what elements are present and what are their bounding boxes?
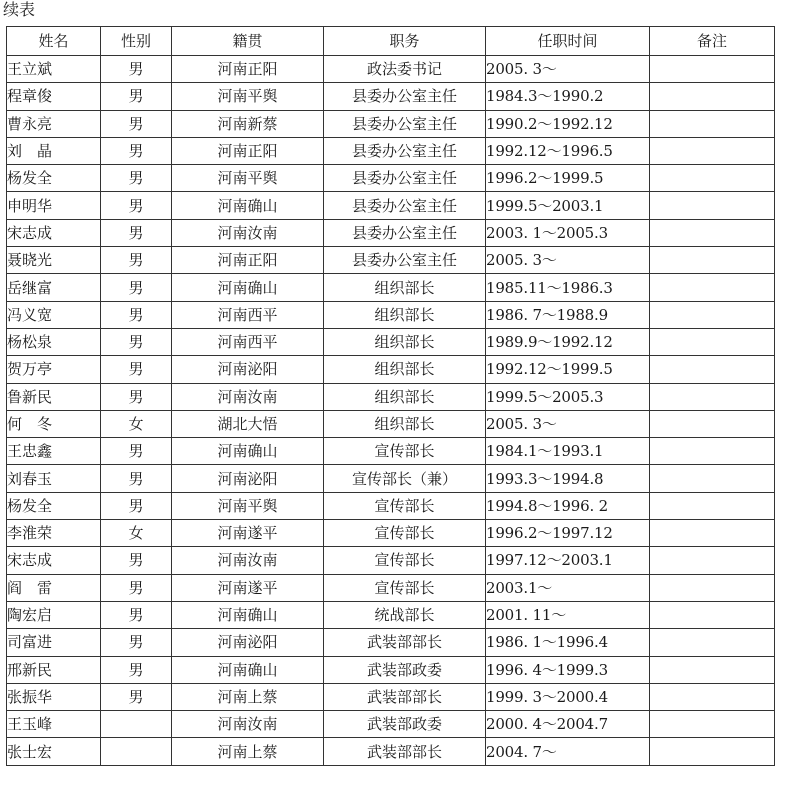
origin-cell: 河南上蔡 (172, 738, 324, 765)
sex-cell (101, 738, 172, 765)
table-row (7, 56, 775, 83)
origin-cell: 河南正阳 (172, 56, 324, 83)
table-row (7, 629, 775, 656)
note-cell (650, 137, 775, 164)
note-cell (650, 574, 775, 601)
term-cell: 2003.1～ (486, 574, 650, 601)
term-cell: 1996. 4～1999.3 (486, 656, 650, 683)
post-cell: 宣传部长 (324, 520, 486, 547)
name-cell: 鲁新民 (7, 383, 101, 410)
note-cell (650, 83, 775, 110)
term-cell: 1984.1～1993.1 (486, 438, 650, 465)
origin-cell: 湖北大悟 (172, 410, 324, 437)
note-cell (650, 656, 775, 683)
header-note: 备注 (650, 27, 775, 56)
post-cell: 县委办公室主任 (324, 137, 486, 164)
post-cell: 武装部部长 (324, 683, 486, 710)
origin-cell: 河南遂平 (172, 520, 324, 547)
origin-cell: 河南新蔡 (172, 110, 324, 137)
post-cell: 组织部长 (324, 410, 486, 437)
table-body (7, 56, 775, 766)
name-cell: 聂晓光 (7, 247, 101, 274)
table-row (7, 711, 775, 738)
note-cell (650, 274, 775, 301)
term-cell: 2005. 3～ (486, 247, 650, 274)
origin-cell: 河南遂平 (172, 574, 324, 601)
header-post: 职务 (324, 27, 486, 56)
post-cell: 武装部部长 (324, 629, 486, 656)
sex-cell: 男 (101, 247, 172, 274)
table-row (7, 301, 775, 328)
note-cell (650, 301, 775, 328)
post-cell: 县委办公室主任 (324, 192, 486, 219)
name-cell: 申明华 (7, 192, 101, 219)
origin-cell: 河南确山 (172, 192, 324, 219)
name-cell: 杨发全 (7, 165, 101, 192)
name-cell: 杨发全 (7, 492, 101, 519)
name-cell: 张士宏 (7, 738, 101, 765)
note-cell (650, 738, 775, 765)
post-cell: 县委办公室主任 (324, 219, 486, 246)
term-cell: 2000. 4～2004.7 (486, 711, 650, 738)
term-cell: 1992.12～1996.5 (486, 137, 650, 164)
post-cell: 武装部政委 (324, 656, 486, 683)
origin-cell: 河南西平 (172, 301, 324, 328)
name-cell: 李淮荣 (7, 520, 101, 547)
term-cell: 1985.11～1986.3 (486, 274, 650, 301)
note-cell (650, 192, 775, 219)
name-cell: 冯义宽 (7, 301, 101, 328)
post-cell: 组织部长 (324, 356, 486, 383)
table-row (7, 410, 775, 437)
note-cell (650, 492, 775, 519)
note-cell (650, 601, 775, 628)
table-row (7, 547, 775, 574)
post-cell: 组织部长 (324, 383, 486, 410)
table-row (7, 656, 775, 683)
sex-cell: 男 (101, 465, 172, 492)
sex-cell: 男 (101, 629, 172, 656)
table-row (7, 356, 775, 383)
sex-cell: 男 (101, 438, 172, 465)
sex-cell: 男 (101, 219, 172, 246)
name-cell: 王玉峰 (7, 711, 101, 738)
origin-cell: 河南汝南 (172, 219, 324, 246)
origin-cell: 河南平舆 (172, 492, 324, 519)
name-cell: 岳继富 (7, 274, 101, 301)
sex-cell (101, 711, 172, 738)
term-cell: 2005. 3～ (486, 410, 650, 437)
origin-cell: 河南泌阳 (172, 356, 324, 383)
sex-cell: 男 (101, 601, 172, 628)
term-cell: 1986. 1～1996.4 (486, 629, 650, 656)
name-cell: 王立斌 (7, 56, 101, 83)
table-row (7, 83, 775, 110)
table-row (7, 219, 775, 246)
table-row (7, 110, 775, 137)
note-cell (650, 629, 775, 656)
post-cell: 宣传部长 (324, 574, 486, 601)
table-row (7, 192, 775, 219)
post-cell: 宣传部长 (324, 547, 486, 574)
table-row (7, 683, 775, 710)
term-cell: 1996.2～1999.5 (486, 165, 650, 192)
table-row (7, 328, 775, 355)
origin-cell: 河南确山 (172, 656, 324, 683)
note-cell (650, 711, 775, 738)
sex-cell: 男 (101, 383, 172, 410)
header-row (7, 27, 775, 56)
post-cell: 县委办公室主任 (324, 247, 486, 274)
term-cell: 1992.12～1999.5 (486, 356, 650, 383)
note-cell (650, 547, 775, 574)
post-cell: 组织部长 (324, 328, 486, 355)
name-cell: 贺万亭 (7, 356, 101, 383)
table-row (7, 137, 775, 164)
sex-cell: 男 (101, 683, 172, 710)
sex-cell: 男 (101, 137, 172, 164)
sex-cell: 男 (101, 356, 172, 383)
note-cell (650, 465, 775, 492)
note-cell (650, 356, 775, 383)
post-cell: 县委办公室主任 (324, 83, 486, 110)
name-cell: 刘 晶 (7, 137, 101, 164)
name-cell: 宋志成 (7, 547, 101, 574)
note-cell (650, 219, 775, 246)
table-row (7, 465, 775, 492)
sex-cell: 男 (101, 547, 172, 574)
table-row (7, 738, 775, 765)
origin-cell: 河南确山 (172, 601, 324, 628)
table-row (7, 438, 775, 465)
header-term: 任职时间 (486, 27, 650, 56)
header-origin: 籍贯 (172, 27, 324, 56)
origin-cell: 河南正阳 (172, 247, 324, 274)
table-row (7, 165, 775, 192)
post-cell: 县委办公室主任 (324, 110, 486, 137)
origin-cell: 河南西平 (172, 328, 324, 355)
name-cell: 王忠鑫 (7, 438, 101, 465)
note-cell (650, 165, 775, 192)
sex-cell: 男 (101, 192, 172, 219)
table-row (7, 383, 775, 410)
term-cell: 1989.9～1992.12 (486, 328, 650, 355)
table-row (7, 492, 775, 519)
origin-cell: 河南平舆 (172, 165, 324, 192)
post-cell: 宣传部长（兼） (324, 465, 486, 492)
note-cell (650, 247, 775, 274)
term-cell: 1984.3～1990.2 (486, 83, 650, 110)
name-cell: 杨松泉 (7, 328, 101, 355)
note-cell (650, 438, 775, 465)
sex-cell: 男 (101, 574, 172, 601)
sex-cell: 男 (101, 328, 172, 355)
origin-cell: 河南确山 (172, 438, 324, 465)
sex-cell: 女 (101, 520, 172, 547)
table-row (7, 520, 775, 547)
post-cell: 宣传部长 (324, 492, 486, 519)
note-cell (650, 110, 775, 137)
table-row (7, 601, 775, 628)
origin-cell: 河南泌阳 (172, 465, 324, 492)
note-cell (650, 520, 775, 547)
term-cell: 1986. 7～1988.9 (486, 301, 650, 328)
officials-table (6, 26, 775, 766)
post-cell: 武装部政委 (324, 711, 486, 738)
note-cell (650, 383, 775, 410)
origin-cell: 河南汝南 (172, 547, 324, 574)
name-cell: 曹永亮 (7, 110, 101, 137)
table-row (7, 247, 775, 274)
term-cell: 1999.5～2005.3 (486, 383, 650, 410)
sex-cell: 男 (101, 56, 172, 83)
sex-cell: 男 (101, 83, 172, 110)
sex-cell: 男 (101, 110, 172, 137)
header-name: 姓名 (7, 27, 101, 56)
header-sex: 性别 (101, 27, 172, 56)
term-cell: 2005. 3～ (486, 56, 650, 83)
term-cell: 1994.8～1996. 2 (486, 492, 650, 519)
sex-cell: 女 (101, 410, 172, 437)
name-cell: 张振华 (7, 683, 101, 710)
sex-cell: 男 (101, 165, 172, 192)
term-cell: 1999. 3～2000.4 (486, 683, 650, 710)
sex-cell: 男 (101, 492, 172, 519)
table-row (7, 574, 775, 601)
name-cell: 阎 雷 (7, 574, 101, 601)
origin-cell: 河南泌阳 (172, 629, 324, 656)
term-cell: 2004. 7～ (486, 738, 650, 765)
note-cell (650, 683, 775, 710)
sex-cell: 男 (101, 274, 172, 301)
post-cell: 县委办公室主任 (324, 165, 486, 192)
post-cell: 统战部长 (324, 601, 486, 628)
term-cell: 1996.2～1997.12 (486, 520, 650, 547)
term-cell: 1990.2～1992.12 (486, 110, 650, 137)
name-cell: 邢新民 (7, 656, 101, 683)
origin-cell: 河南上蔡 (172, 683, 324, 710)
origin-cell: 河南汝南 (172, 711, 324, 738)
table-row (7, 274, 775, 301)
note-cell (650, 410, 775, 437)
note-cell (650, 328, 775, 355)
name-cell: 何 冬 (7, 410, 101, 437)
sex-cell: 男 (101, 301, 172, 328)
name-cell: 陶宏启 (7, 601, 101, 628)
origin-cell: 河南汝南 (172, 383, 324, 410)
origin-cell: 河南平舆 (172, 83, 324, 110)
name-cell: 宋志成 (7, 219, 101, 246)
term-cell: 1999.5～2003.1 (486, 192, 650, 219)
post-cell: 组织部长 (324, 301, 486, 328)
origin-cell: 河南确山 (172, 274, 324, 301)
name-cell: 司富进 (7, 629, 101, 656)
post-cell: 宣传部长 (324, 438, 486, 465)
term-cell: 1993.3～1994.8 (486, 465, 650, 492)
origin-cell: 河南正阳 (172, 137, 324, 164)
name-cell: 程章俊 (7, 83, 101, 110)
table-caption: 续表 (3, 0, 36, 19)
post-cell: 政法委书记 (324, 56, 486, 83)
term-cell: 1997.12～2003.1 (486, 547, 650, 574)
term-cell: 2001. 11～ (486, 601, 650, 628)
post-cell: 组织部长 (324, 274, 486, 301)
note-cell (650, 56, 775, 83)
sex-cell: 男 (101, 656, 172, 683)
post-cell: 武装部部长 (324, 738, 486, 765)
term-cell: 2003. 1～2005.3 (486, 219, 650, 246)
name-cell: 刘春玉 (7, 465, 101, 492)
